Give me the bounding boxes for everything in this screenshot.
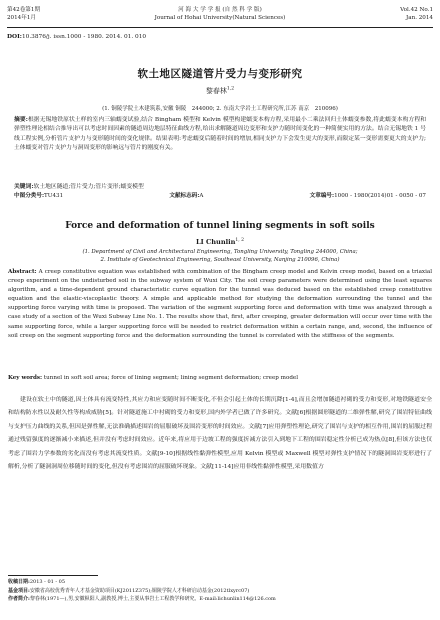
header-row-1	[7, 6, 433, 14]
paper-title-cn: 软土地区隧道管片受力与变形研究	[137, 68, 303, 80]
received-label: 收稿日期:	[8, 579, 30, 585]
keywords-en-text: tunnel in soft soil area; force of lining segment; lining segment deformation; creep model	[43, 375, 299, 381]
keywords-en	[8, 375, 432, 381]
doi	[7, 34, 146, 40]
author-bio-label: 作者简介:	[8, 596, 30, 603]
journal-name-cn: 河 海 大 学 学 报 (自 然 科 学 版)	[178, 7, 262, 13]
author-cn	[0, 86, 440, 96]
fund-label: 基金项目:	[8, 587, 30, 594]
journal-header	[7, 6, 433, 28]
affiliation-cn: (1. 铜陵学院土木建筑系,安徽 铜陵 244000; 2. 东南大学岩土工程研究所,江苏 南京 210096)	[102, 106, 338, 112]
classification-row	[14, 191, 426, 199]
fund-value: 安徽省高校优秀青年人才基金资助项目(KJ2011Z375);铜陵学院人才科研启动基金(2012tlxyrc07)	[29, 587, 250, 594]
doc-code	[169, 191, 203, 199]
body-text-intro: 建设在软土中的隧道,因土体具有流变特性,其应力和应变随时间不断变化,不但会引起土体的长期沉降[1-4],而且会增加隧道衬砌的受力和变形,对地铁隧道安全和结构防水性以及耐久性等构成威胁[5]。针对隧道施工中衬砌的受力和变形,国内外学者已做了许多研究。文献[6]根据圆形隧道的二维弹性解,研究了围岩特征曲线与支护压力曲线的关系,但因是弹性解,无法准确描述围岩的屈服破坏及围岩变形的时间效应。文献[7]应用弹塑性理论,研究了围岩与支护的相互作用,围岩的屈服过程通过残留强度的逐渐减小来描述,但并没有考虑时间效应。近年来,将应用于边坡工程的强度折减方法引入到地下工程的围岩稳定性分析已成为热点[8],但该方法也仅考虑了围岩力学参数的劣化而没有考虑其流变性质。文献[9-10]根据线性黏弹性模型,应用 Kelvin 模型或 Maxwell 模型对弹性支护情况下的隧洞围岩变形进行了解析,分析了隧洞洞周位移随时间的变化,但没有考虑围岩的屈服破坏现象。文献[11-14]应用非线性黏弹性模型,采用数值方	[8, 397, 432, 471]
keywords-cn-label: 关键词:	[14, 184, 34, 190]
date-en: Jan. 2014	[406, 15, 433, 21]
author-bio-value: 黎春林(1971—),男,安徽枞阳人,副教授,博士,主要从事岩土工程教学和研究。E-mail:lichunlin114@126.com	[29, 596, 276, 603]
article-value: 1000 - 1980(2014)01 - 0050 - 07	[334, 193, 426, 199]
affiliation-en-1: (1. Department of Civil and Architectural Engineering, Tongling University, Tongling 244000, China;	[82, 249, 358, 255]
doc-value: A	[199, 193, 204, 199]
article-number	[310, 191, 426, 199]
volume-cn: 第42卷第1期	[7, 7, 41, 13]
abstract-en	[8, 268, 432, 341]
author-cn-sup: 1,2	[226, 86, 235, 92]
keywords-en-label: Key words:	[8, 375, 43, 381]
author-cn-name: 黎春林	[205, 87, 227, 95]
clc-label: 中图分类号:	[14, 193, 45, 199]
header-row-2	[7, 14, 433, 22]
abstract-cn-text: 根据无锡地铁原状土样的室内三轴蠕变试验,结合 Bingham 模型和 Kelvin 模型构建蠕变本构方程,采用最小二乘法回归土体蠕变参数,将此蠕变本构方程和弹塑性理论相结合推导出可以考虑时间因素的隧道周边地层特征曲线方程,给出求解隧道周边变形和支护力随时间变化的一种简便实用的方法。结合无锡地铁 1 号线工程实例,分析管片支护力与变形随时间的变化规律。结果表明:考虑蠕变后随着时间的增加,相同支护力下会发生更大的变形,而限定某一变形需要更大的支护力;土体蠕变对管片支护力与洞周变形的影响远与管片的刚度有关。	[14, 117, 427, 152]
footnote-author	[8, 595, 432, 604]
affiliation-en-2: 2. Institute of Geotechnical Engineering, Southeast University, Nanjing 210096, China)	[100, 257, 340, 263]
keywords-cn	[14, 181, 426, 190]
footnote-received	[8, 578, 432, 587]
footnote-divider	[8, 575, 98, 576]
article-label: 文章编号:	[309, 193, 335, 199]
author-en	[0, 238, 440, 246]
author-en-name: LI Chunlin	[195, 238, 236, 247]
keywords-cn-text: 软土地区隧道;管片受力;管片变形;蠕变模型	[33, 184, 144, 190]
footnote-fund	[8, 587, 432, 596]
clc-number	[14, 191, 63, 199]
paper-title-en: Force and deformation of tunnel lining segments in soft soils	[65, 221, 375, 231]
abstract-cn-label: 摘要:	[14, 117, 28, 123]
abstract-en-label: Abstract:	[8, 269, 37, 275]
journal-name-en: Journal of Hohai University(Natural Sciences)	[154, 15, 286, 21]
doi-value: 10.3876/j. issn.1000 - 1980. 2014. 01. 010	[21, 34, 147, 40]
doc-label: 文献标志码:	[169, 193, 200, 199]
date-cn: 2014年1月	[7, 15, 36, 21]
abstract-en-text: A creep constitutive equation was established with combination of the Bingham creep model and Kelvin creep model, based on a triaxial creep experiment on the undisturbed soil in the subway system of Wuxi City. The soil creep parameters were determined using the least squares algorithm, and a time-dependent ground characteristic curve equation for the tunnel was deduced based on the established creep constitutive equation and the elastic-viscoplastic theory. A simple and applicable method for studying the deformation surrounding the tunnel and the supporting force varying with time is proposed. The variation of the segment supporting force and deformation with time was analyzed through a case study of a section of the Wuxi Subway Line No. 1. The results show that, first, after creeping, greater deformation will occur over time with the same supporting force, while a larger supporting force will be needed to restrict deformation within a certain range, and, second, the influence of soil creep on the segment supporting force and the deformation surrounding the tunnel is correlated with the stiffness of the segments.	[8, 269, 432, 339]
author-en-sup: 1, 2	[235, 238, 245, 243]
doi-label: DOI:	[7, 34, 22, 40]
received-value: 2013 - 01 - 05	[29, 579, 66, 585]
volume-en: Vol.42 No.1	[400, 7, 433, 13]
affiliation-en	[40, 248, 400, 264]
abstract-cn	[14, 116, 426, 154]
clc-value: TU431	[44, 193, 64, 199]
footnotes	[8, 578, 432, 604]
